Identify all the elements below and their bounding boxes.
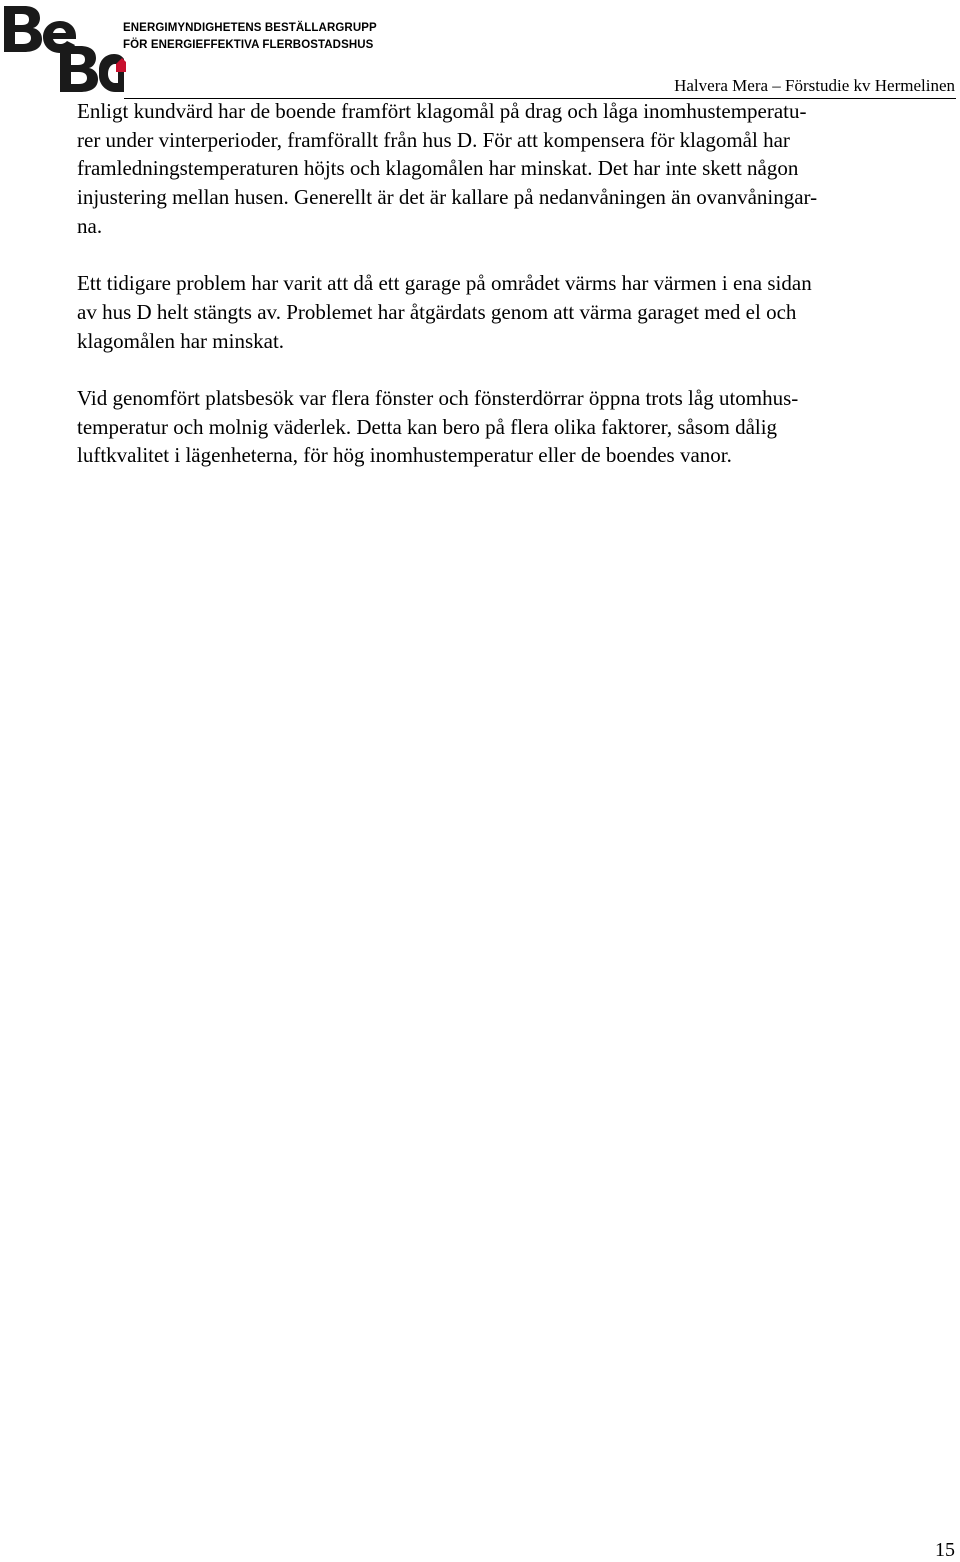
org-line-1: ENERGIMYNDIGHETENS BESTÄLLARGRUPP [123, 22, 377, 34]
paragraph-2 [77, 269, 947, 355]
text-line: na. [77, 213, 103, 238]
text-line: klagomålen har minskat. [77, 328, 285, 353]
text-line: av hus D helt stängts av. Problemet har åtgärdats genom att värma garaget med el och [77, 299, 797, 324]
text-line: rer under vinterperioder, framförallt från hus D. För att kompensera för klagomål har [77, 127, 790, 152]
text-line: Vid genomfört platsbesök var flera fönster och fönsterdörrar öppna trots låg utomhus- [77, 386, 799, 410]
text-line: Ett tidigare problem har varit att då ett garage på området värms har värmen i ena sidan [77, 271, 812, 296]
page-header [0, 0, 960, 100]
bebo-logo [2, 2, 126, 94]
organization-name [123, 20, 377, 54]
text-line: luftkvalitet i lägenheterna, för hög inomhustemperatur eller de boendes vanor. [77, 443, 732, 468]
running-title: Halvera Mera – Förstudie kv Hermelinen [674, 76, 955, 95]
text-line: framledningstemperaturen höjts och klagomålen har minskat. Det har inte skett någon [77, 156, 799, 181]
paragraph-1 [77, 97, 947, 241]
org-line-2: FÖR ENERGIEFFEKTIVA FLERBOSTADSHUS [123, 39, 374, 51]
text-line: injustering mellan husen. Generellt är det är kallare på nedanvåningen än ovanvåningar- [77, 185, 818, 210]
text-line: Enligt kundvärd har de boende framfört klagomål på drag och låga inomhustemperatu- [77, 99, 807, 123]
document-body [77, 97, 947, 499]
text-line: temperatur och molnig väderlek. Detta kan bero på flera olika faktorer, såsom dålig [77, 414, 778, 439]
paragraph-3 [77, 384, 947, 470]
page-number: 15 [935, 1539, 955, 1561]
